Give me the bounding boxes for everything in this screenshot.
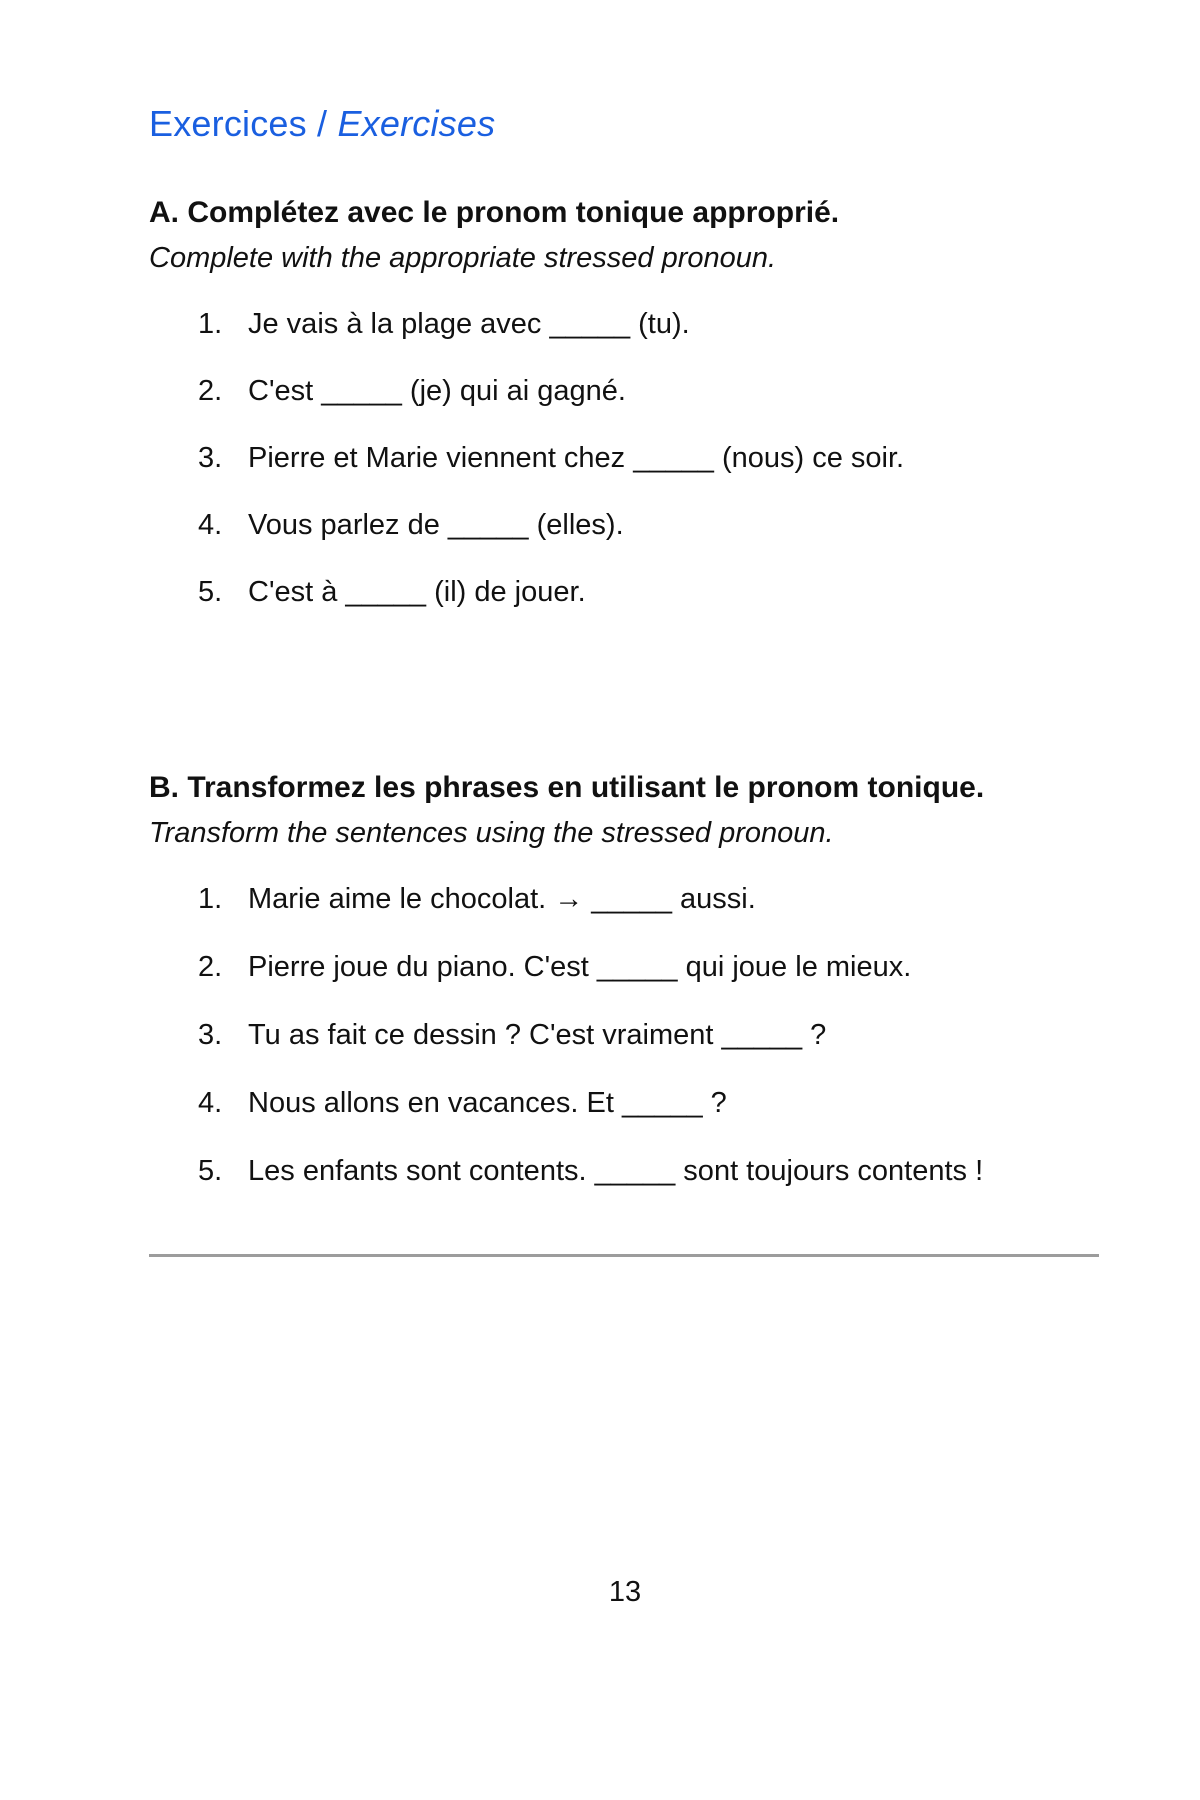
- section-divider: [149, 1254, 1099, 1257]
- item-text: C'est _____ (je) qui ai gagné.: [248, 375, 626, 407]
- item-number: 1.: [198, 883, 223, 915]
- item-text: Je vais à la plage avec _____ (tu).: [248, 308, 690, 340]
- exercise-item: [149, 572, 1109, 639]
- item-number: 5.: [198, 1155, 223, 1187]
- item-number: 1.: [198, 308, 223, 340]
- item-text: Marie aime le chocolat. → _____ aussi.: [248, 883, 756, 915]
- item-text: Vous parlez de _____ (elles).: [248, 509, 624, 541]
- exercise-item: [149, 1015, 1109, 1083]
- page-number: 13: [608, 1576, 642, 1608]
- section-b-subtitle: Transform the sentences using the stressed pronoun.: [149, 817, 834, 849]
- exercise-item: [149, 438, 1109, 505]
- section-a-title: A. Complétez avec le pronom tonique approprié.: [149, 196, 840, 229]
- item-text: Nous allons en vacances. Et _____ ?: [248, 1087, 727, 1119]
- exercise-item: [149, 947, 1109, 1015]
- section-a-subtitle: Complete with the appropriate stressed pronoun.: [149, 242, 777, 274]
- item-number: 4.: [198, 1087, 223, 1119]
- item-number: 2.: [198, 951, 223, 983]
- exercise-section-b: [149, 768, 1109, 1219]
- item-text: Pierre joue du piano. C'est _____ qui joue le mieux.: [248, 951, 912, 983]
- page-title-french: Exercices: [149, 103, 307, 144]
- section-b-list: [149, 879, 1109, 1219]
- page-title-english: Exercises: [337, 103, 496, 144]
- section-a-list: [149, 304, 1109, 639]
- item-number: 5.: [198, 576, 223, 608]
- item-number: 3.: [198, 1019, 223, 1051]
- item-number: 2.: [198, 375, 223, 407]
- item-number: 4.: [198, 509, 223, 541]
- exercise-item: [149, 879, 1109, 947]
- page-title: [149, 103, 495, 145]
- item-text: C'est à _____ (il) de jouer.: [248, 576, 586, 608]
- exercise-item: [149, 1151, 1109, 1219]
- item-text: Pierre et Marie viennent chez _____ (nous) ce soir.: [248, 442, 905, 474]
- exercise-item: [149, 1083, 1109, 1151]
- item-text: Les enfants sont contents. _____ sont toujours contents !: [248, 1155, 984, 1187]
- exercise-item: [149, 304, 1109, 371]
- exercise-item: [149, 371, 1109, 438]
- item-text: Tu as fait ce dessin ? C'est vraiment _____ ?: [248, 1019, 827, 1051]
- exercise-section-a: [149, 193, 1109, 639]
- page-title-separator: /: [306, 103, 338, 144]
- exercise-item: [149, 505, 1109, 572]
- section-b-title: B. Transformez les phrases en utilisant le pronom tonique.: [149, 771, 985, 804]
- item-number: 3.: [198, 442, 223, 474]
